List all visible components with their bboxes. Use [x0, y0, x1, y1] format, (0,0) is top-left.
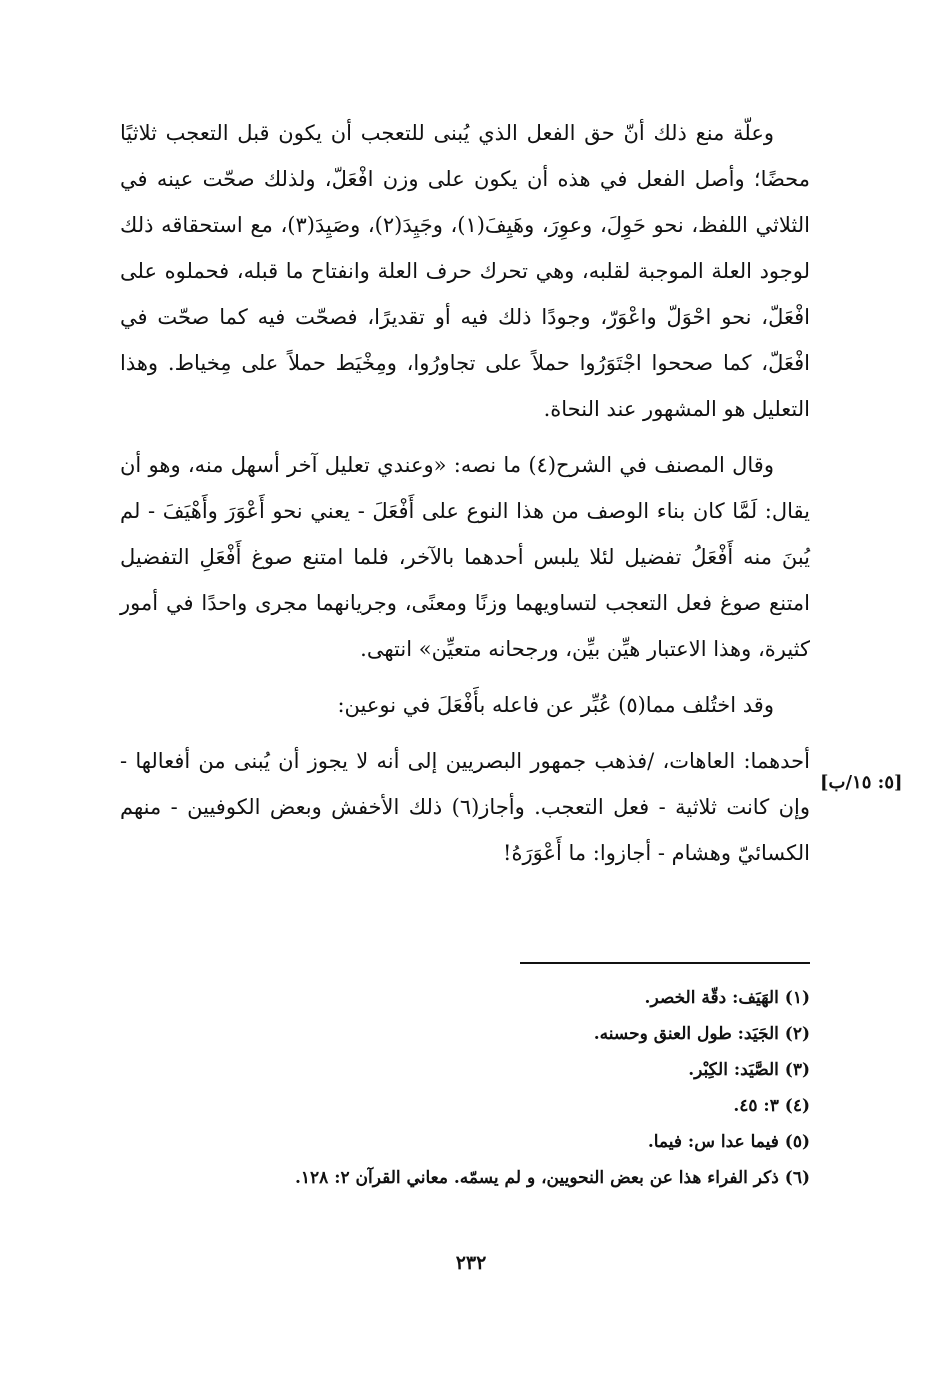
paragraph: وقال المصنف في الشرح(٤) ما نصه: «وعندي تعليل آخر أسهل منه، وهو أن يقال: لَمَّا كان بناء الوصف من هذا النوع على أَفْعَلَ - يعني نحو أَعْوَرَ وأَهْيَفَ - لم يُبنَ منه أَفْعَلُ تفضيل لئلا يلبس أحدهما بالآخر، فلما امتنع صوغ أَفْعَلِ التفضيل امتنع صوغ فعل التعجب لتساويهما وزنًا ومعنًى، وجريانهما مجرى واحدًا في أمور كثيرة، وهذا الاعتبار هيِّن بيِّن، ورجحانه متعيِّن» انتهى. — [120, 453, 810, 661]
footnotes — [120, 980, 810, 1196]
paragraph: أحدهما: العاهات، /فذهب جمهور البصريين إلى أنه لا يجوز أن يُبنى من أفعالها - وإن كانت ثلاثية - فعل التعجب. وأجاز(٦) ذلك الأخفش وبعض الكوفيين - منهم الكسائيّ وهشام - أجازوا: ما أَعْوَرَهُ! — [120, 749, 810, 865]
page-number: ٢٣٢ — [455, 1252, 487, 1274]
paragraph: وقد اختُلف مما(٥) عُبِّر عن فاعله بأَفْعَلَ في نوعين: — [337, 693, 774, 717]
footnote: (٥) فيما عدا س: فيما. — [647, 1132, 810, 1152]
footnote: (١) الهَيَف: دقّة الخصر. — [644, 988, 810, 1008]
footnote: (٣) الصَّيَد: الكِبْر. — [688, 1060, 810, 1080]
footnote: (٢) الجَيَد: طول العنق وحسنه. — [593, 1024, 810, 1044]
footnote: (٦) ذكر الفراء هذا عن بعض النحويين، و لم يسمّه. معاني القرآن ٢: ١٢٨. — [294, 1168, 810, 1188]
footnote-separator — [520, 962, 810, 964]
main-text — [120, 110, 810, 886]
manuscript-folio-reference: [٥: ١٥/ب] — [820, 772, 903, 793]
paragraph: وعلّة منع ذلك أنّ حق الفعل الذي يُبنى للتعجب أن يكون قبل التعجب ثلاثيًا محضًا؛ وأصل الفعل في هذه أن يكون على وزن افْعَلّ، ولذلك صحّت عينه في الثلاثي اللفظ، نحو حَوِلَ، وعوِرَ، وهَيِفَ(١)، وجَيِدَ(٢)، وصَيِدَ(٣)، مع استحقاقه ذلك لوجود العلة الموجبة لقلبه، وهي تحرك حرف العلة وانفتاح ما قبله، فحملوه على افْعَلّ، نحو احْوَلّ واعْوَرّ، وجودًا ذلك فيه أو تقديرًا، فصحّت فيه كما صحّت في افْعَلّ، كما صححوا اجْتَوَرُوا حملاً على تجاورُوا، ومِخْيَط حملاً على مِخياط. وهذا التعليل هو المشهور عند النحاة. — [120, 121, 810, 421]
footnote: (٤) ٣: ٤٥. — [733, 1096, 810, 1116]
